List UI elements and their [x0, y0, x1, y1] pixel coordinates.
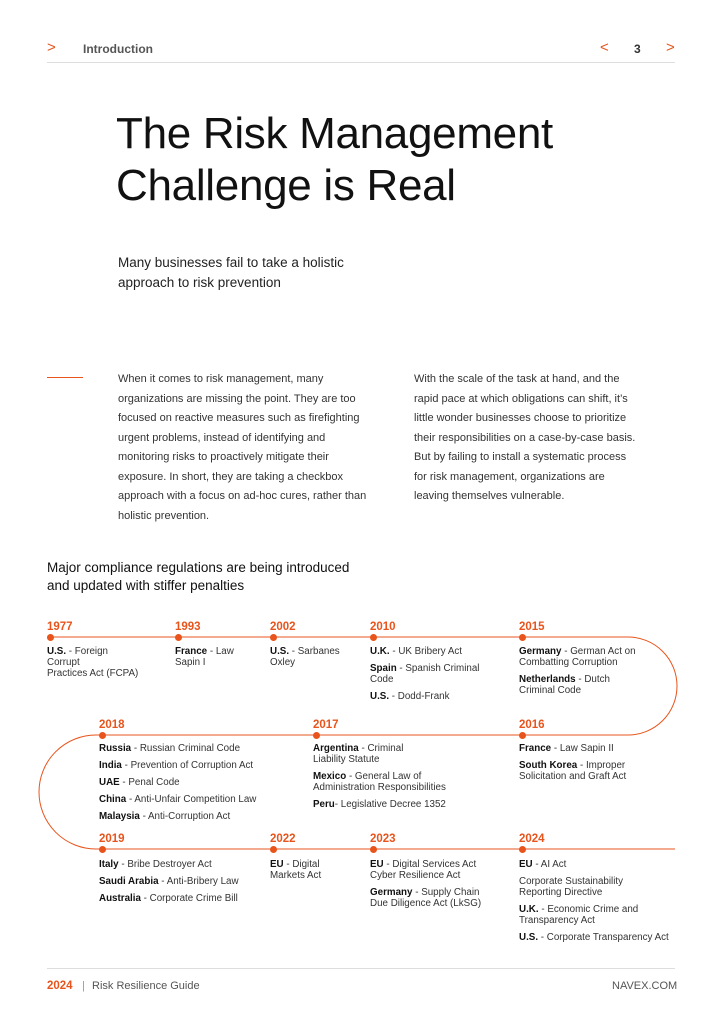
timeline-year: 2016: [519, 719, 545, 731]
timeline-entry: U.K. - UK Bribery Act: [370, 646, 463, 657]
footer-site-link[interactable]: NAVEX.COM: [612, 980, 678, 992]
footer-guide-title: Risk Resilience Guide: [92, 980, 200, 992]
timeline-entry: Germany - Supply Chain Due Diligence Act (LkSG): [370, 887, 482, 909]
footer-year: 2024: [47, 980, 73, 992]
entry-jurisdiction: South Korea: [519, 760, 578, 771]
entry-jurisdiction: U.S.: [47, 646, 67, 657]
timeline-dot: [370, 846, 377, 853]
timeline-dot: [519, 846, 526, 853]
timeline-entry: Italy - Bribe Destroyer Act: [99, 859, 212, 870]
entry-jurisdiction: France: [519, 743, 552, 754]
body-line: With the scale of the task at hand, and the: [414, 373, 620, 385]
timeline-entry: China - Anti-Unfair Competition Law: [99, 794, 257, 805]
timeline-year: 2023: [370, 833, 396, 845]
timeline-dot: [270, 846, 277, 853]
timeline-year: 2010: [370, 621, 396, 633]
timeline-entry: Russia - Russian Criminal Code: [99, 743, 241, 754]
entry-jurisdiction: India: [99, 760, 122, 771]
timeline-dot: [370, 634, 377, 641]
timeline-entry: EU - Digital Markets Act: [270, 859, 322, 881]
timeline-entry: Malaysia - Anti-Corruption Act: [99, 811, 231, 822]
entry-jurisdiction: Argentina: [313, 743, 359, 754]
subtitle-line1: Many businesses fail to take a holistic: [118, 255, 344, 270]
entry-jurisdiction: U.S.: [370, 691, 390, 702]
page-title-line2: Challenge is Real: [116, 161, 456, 210]
entry-jurisdiction: Malaysia: [99, 811, 140, 822]
body-line: rapid pace at which obligations can shift, it’s: [414, 392, 628, 405]
timeline-year: 2017: [313, 719, 339, 731]
entry-jurisdiction: Mexico: [313, 771, 347, 782]
entry-jurisdiction: U.K.: [519, 904, 539, 915]
timeline-entry: South Korea - Improper Solicitation and Graft Act: [519, 760, 627, 782]
timeline-dot: [175, 634, 182, 641]
timeline-entry: U.K. - Economic Crime and Transparency Act: [519, 904, 639, 926]
entry-jurisdiction: Russia: [99, 743, 132, 754]
next-chevron-icon[interactable]: >: [47, 39, 56, 56]
timeline-entry: Australia - Corporate Crime Bill: [99, 893, 238, 904]
page-number: 3: [634, 42, 641, 56]
timeline-heading-line2: and updated with stiffer penalties: [47, 578, 245, 593]
timeline-entry: Netherlands - Dutch Criminal Code: [519, 674, 610, 696]
timeline-year: 2018: [99, 719, 125, 731]
section-title: Introduction: [83, 42, 153, 56]
subtitle-line2: approach to risk prevention: [118, 275, 281, 290]
prev-page-icon[interactable]: <: [600, 39, 609, 56]
body-line: their responsibilities on a case-by-case basis.: [414, 431, 636, 444]
timeline-entry: EU - AI Act: [519, 859, 567, 870]
timeline-dot: [519, 634, 526, 641]
entry-jurisdiction: Australia: [99, 893, 141, 904]
body-line: holistic prevention.: [118, 509, 210, 522]
timeline-dot: [99, 846, 106, 853]
timeline-year: 1993: [175, 621, 201, 633]
timeline-year: 2019: [99, 833, 125, 845]
timeline-dot: [270, 634, 277, 641]
body-line: When it comes to risk management, many: [118, 373, 324, 385]
entry-jurisdiction: U.K.: [370, 646, 390, 657]
timeline-entry: Germany - German Act on Combatting Corruption: [519, 646, 636, 668]
entry-jurisdiction: EU: [270, 859, 284, 870]
body-line: little wonder businesses choose to prioritize: [414, 412, 627, 424]
timeline-entry: Saudi Arabia - Anti-Bribery Law: [99, 876, 239, 887]
body-line: But by failing to install a systematic process: [414, 451, 627, 463]
entry-jurisdiction: Spain: [370, 663, 397, 674]
timeline-dot: [519, 732, 526, 739]
timeline-year: 2022: [270, 833, 296, 845]
body-line: approach with a focus on ad-hoc cures, rather than: [118, 490, 367, 502]
entry-jurisdiction: U.S.: [270, 646, 290, 657]
body-line: exposure. In short, they are taking a checkbox: [118, 470, 344, 483]
timeline-dot: [47, 634, 54, 641]
entry-jurisdiction: UAE: [99, 777, 120, 788]
timeline-entry: Mexico - General Law of Administration Responsibilities: [313, 771, 446, 793]
entry-jurisdiction: Saudi Arabia: [99, 876, 159, 887]
footer-divider: [47, 968, 675, 969]
entry-jurisdiction: China: [99, 794, 127, 805]
timeline-dot: [313, 732, 320, 739]
timeline-entry: UAE - Penal Code: [99, 777, 180, 788]
entry-jurisdiction: Peru: [313, 799, 335, 810]
entry-jurisdiction: Germany: [370, 887, 413, 898]
next-page-icon[interactable]: >: [666, 39, 675, 56]
entry-jurisdiction: France: [175, 646, 208, 657]
entry-jurisdiction: U.S.: [519, 932, 539, 943]
footer-separator: |: [82, 980, 85, 992]
timeline-entry: Spain - Spanish Criminal Code: [370, 663, 480, 685]
entry-jurisdiction: Germany: [519, 646, 562, 657]
timeline-entry: U.S. - Corporate Transparency Act: [519, 932, 669, 943]
timeline-entry: India - Prevention of Corruption Act: [99, 760, 254, 771]
timeline-year: 1977: [47, 621, 73, 633]
entry-jurisdiction: EU: [370, 859, 384, 870]
timeline-entry: U.S. - Foreign Corrupt Practices Act (FCPA): [47, 646, 139, 679]
timeline-entry: France - Law Sapin I: [175, 646, 234, 668]
timeline-year: 2015: [519, 621, 545, 633]
body-line: focused on reactive measures such as firefighting: [118, 412, 360, 424]
timeline-entry: Corporate Sustainability Reporting Directive: [519, 876, 624, 898]
body-line: organizations are missing the point. They are too: [118, 392, 356, 405]
body-line: monitoring risks to proactively mitigate their: [118, 451, 329, 463]
timeline-entry: Peru- Legislative Decree 1352: [313, 799, 446, 810]
entry-jurisdiction: Italy: [99, 859, 119, 870]
timeline-dot: [99, 732, 106, 739]
timeline-entry: France - Law Sapin II: [519, 743, 614, 754]
timeline-entry: U.S. - Dodd-Frank: [370, 691, 450, 702]
timeline-year: 2002: [270, 621, 296, 633]
timeline-heading-line1: Major compliance regulations are being introduced: [47, 560, 350, 575]
timeline-entry: EU - Digital Services Act Cyber Resilience Act: [370, 859, 477, 881]
timeline-entry: Argentina - Criminal Liability Statute: [313, 743, 404, 765]
timeline-year: 2024: [519, 833, 545, 845]
body-line: urgent problems, instead of identifying and: [118, 431, 326, 444]
body-line: leaving themselves vulnerable.: [414, 490, 565, 502]
timeline-entry: U.S. - Sarbanes Oxley: [270, 646, 340, 668]
entry-jurisdiction: Netherlands: [519, 674, 576, 685]
entry-jurisdiction: EU: [519, 859, 533, 870]
body-line: for risk management, organizations are: [414, 470, 605, 483]
page-title-line1: The Risk Management: [116, 109, 553, 158]
